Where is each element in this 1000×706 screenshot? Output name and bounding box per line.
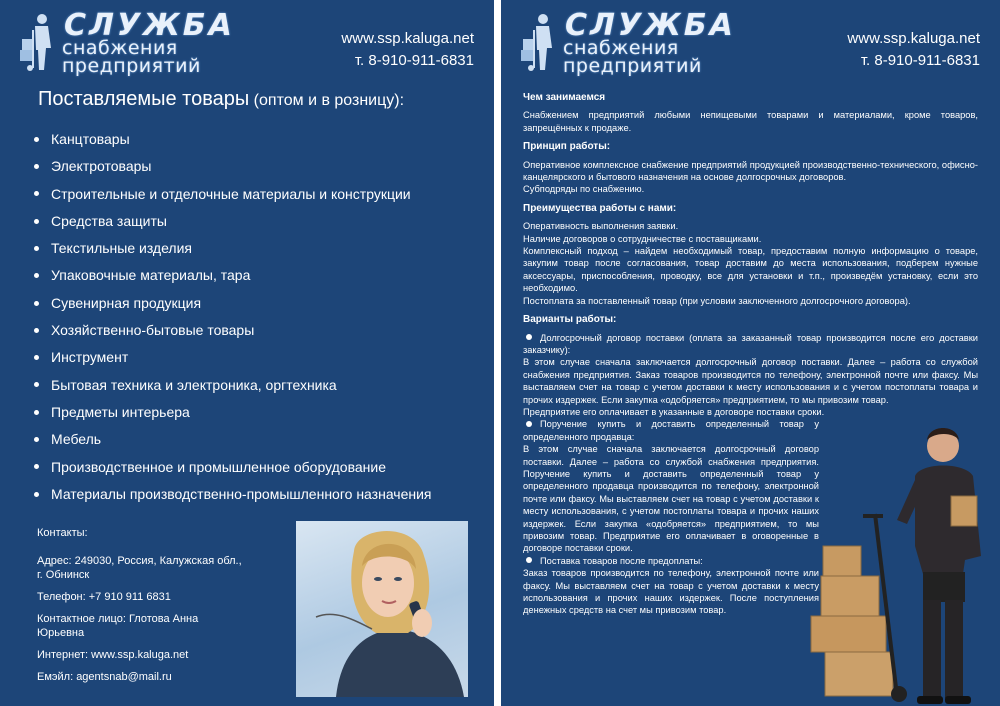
company-logo-right (519, 8, 769, 77)
product-item-label: Хозяйственно-бытовые товары (51, 322, 255, 339)
product-item (34, 374, 432, 401)
bullet-icon (526, 334, 532, 340)
product-item-label: Текстильные изделия (51, 240, 192, 257)
product-item-label: Упаковочные материалы, тара (51, 267, 251, 284)
product-item (34, 128, 432, 155)
variant-2-title (523, 418, 819, 443)
product-item-label: Канцтовары (51, 131, 130, 147)
section-text: Постоплата за поставленный товар (при условии заключенного долгосрочного договора). (523, 295, 911, 306)
contact-phone: Телефон: +7 910 911 6831 (37, 591, 171, 603)
bullet-icon (526, 421, 532, 427)
contact-person: Контактное лицо: Глотова Анна Юрьевна (37, 613, 199, 639)
variant-2-text: В этом случае сначала заключается долгосрочный договор поставки. Далее – работа со службой снабжения предприятия. Поручение купить и доставить определенный товар у определенного продавца производится по телефону, электронной почте или факсу. Мы выставляем счет на товар с учетом доставки к месту использования, с учетом постоплаты товара и прочих наших издержек. Если закупка «одобряется» предприятием, то мы привозим товар. Предприятие его оплачивает в оговоренные в договоре поставки сроки. (523, 444, 819, 554)
website-link[interactable]: www.ssp.kaluga.net (847, 30, 980, 47)
right-page (501, 0, 1000, 706)
bullet-icon (34, 355, 39, 360)
product-item (34, 483, 432, 510)
contact-internet[interactable]: Интернет: www.ssp.kaluga.net (37, 649, 189, 661)
header-contact (341, 28, 474, 72)
section-text: Комплексный подход – найдем необходимый товар, предоставим полную информацию о товаре, закупим товар после согласования, товар доставим до места использования, подберем нужные аксессуары, приспособления, проводку, все для установки и т.п., произведём установку, если это необходимо. (523, 246, 978, 294)
product-item (34, 264, 432, 291)
section-text: Субподряды по снабжению. (523, 184, 645, 195)
product-item (34, 428, 432, 455)
bullet-icon (34, 273, 39, 278)
product-item-label: Мебель (51, 431, 102, 448)
bullet-icon (34, 301, 39, 306)
company-logo (18, 8, 268, 77)
product-item-label: Строительные и отделочные материалы и конструкции (51, 185, 411, 202)
section-title: Преимущества работы с нами: (523, 202, 677, 214)
product-item-label: Предметы интерьера (51, 403, 190, 420)
product-item (34, 401, 432, 428)
product-item (34, 237, 432, 264)
product-item (34, 183, 432, 210)
section-what-we-do (523, 92, 978, 134)
product-item-label: Бытовая техника и электроника, оргтехника (51, 376, 337, 393)
bullet-icon (34, 382, 39, 387)
logo-text-3: предприятий (62, 55, 201, 77)
variant-column (523, 418, 819, 617)
delivery-man-photo (803, 424, 993, 706)
product-item (34, 210, 432, 237)
contacts-block (37, 526, 247, 692)
contact-email[interactable]: Емэйл: agentsnab@mail.ru (37, 671, 172, 683)
product-item-label: Средства защиты (51, 212, 167, 229)
section-text: Наличие договоров о сотрудничестве с поставщиками. (523, 233, 762, 244)
woman-on-phone-photo (296, 521, 468, 697)
products-heading-main: Поставляемые товары (38, 88, 250, 110)
logo-text-2: снабжения (563, 37, 679, 59)
product-item (34, 292, 432, 319)
product-list (34, 128, 432, 510)
contacts-heading: Контакты: (37, 527, 88, 539)
bullet-icon (34, 437, 39, 442)
section-title: Чем занимаемся (523, 92, 606, 103)
bullet-icon (526, 557, 532, 563)
section-text: Снабжением предприятий любыми непищевыми товарами и материалами, кроме товаров, запрещённых к продаже. (523, 110, 978, 133)
logo-text-1: СЛУЖБА (565, 8, 736, 43)
section-advantages (523, 203, 978, 307)
header-phone: т. 8-910-911-6831 (860, 52, 980, 69)
logo-text-3: предприятий (563, 55, 702, 77)
product-item (34, 155, 432, 182)
section-title: Варианты работы: (523, 314, 617, 326)
bullet-icon (34, 164, 39, 169)
product-item (34, 456, 432, 483)
logo-text-2: снабжения (62, 37, 178, 59)
left-page (0, 0, 494, 706)
bullet-icon (34, 464, 39, 469)
bullet-icon (34, 410, 39, 415)
section-title: Принцип работы: (523, 141, 611, 153)
product-item-label: Материалы производственно-промышленного назначения (51, 485, 432, 502)
section-text: Оперативное комплексное снабжение предприятий продукцией производственно-технического, офисно-канцелярского и бытового назначения на основе долгосрочных договоров. (523, 159, 978, 183)
variant-3-title-text: Поставка товаров после предоплаты: (540, 555, 703, 566)
courier-logo-icon (18, 12, 62, 72)
products-heading-suffix: (оптом и в розницу): (249, 92, 405, 109)
bullet-icon (34, 492, 39, 497)
product-item-label: Электротовары (51, 158, 152, 175)
product-item-label: Инструмент (51, 349, 129, 366)
bullet-icon (34, 328, 39, 333)
variant-1-text: В этом случае сначала заключается долгосрочный договор поставки. Далее – работа со службой снабжения предприятия. Заказ товаров производится по телефону, электронной почте или факсу. Мы выставляем счет на товар с учетом доставки к месту использования и с учетом постоплаты товара и прочих издержек. Если закупка «одобряется» предприятием, то мы привозим товар. (523, 357, 978, 405)
header-contact-right (847, 28, 980, 72)
product-item (34, 346, 432, 373)
logo-text-1: СЛУЖБА (64, 8, 235, 43)
variant-2-title-text: Поручение купить и доставить определенный товар у определенного продавца: (523, 419, 819, 442)
product-item-label: Сувенирная продукция (51, 294, 202, 311)
product-item-label: Производственное и промышленное оборудование (51, 458, 386, 475)
variant-3-text: Заказ товаров производится по телефону, электронной почте или факсу. Мы выставляем счет на товар с учетом доставки к месту использования и прочих наших издержек. После поступления денежных средств на счет мы привозим товар. (523, 568, 819, 616)
header-phone: т. 8-910-911-6831 (354, 52, 474, 69)
bullet-icon (34, 246, 39, 251)
variant-3-title (523, 555, 819, 567)
bullet-icon (34, 191, 39, 196)
section-text: Оперативность выполнения заявки. (523, 221, 679, 232)
bullet-icon (34, 219, 39, 224)
website-link[interactable]: www.ssp.kaluga.net (341, 30, 474, 47)
courier-logo-icon (519, 12, 563, 72)
product-item (34, 319, 432, 346)
variant-1-title-text: Долгосрочный договор поставки (оплата за заказанный товар производится после его доставки заказчику): (523, 332, 978, 355)
contact-address: Адрес: 249030, Россия, Калужская обл., г. Обнинск (37, 555, 242, 581)
products-heading (38, 88, 404, 111)
variant-1-title (523, 332, 978, 357)
bullet-icon (34, 137, 39, 142)
section-principle (523, 141, 978, 196)
variant-1-text-2: Предприятие его оплачивает в указанные в договоре поставки сроки. (523, 406, 825, 417)
